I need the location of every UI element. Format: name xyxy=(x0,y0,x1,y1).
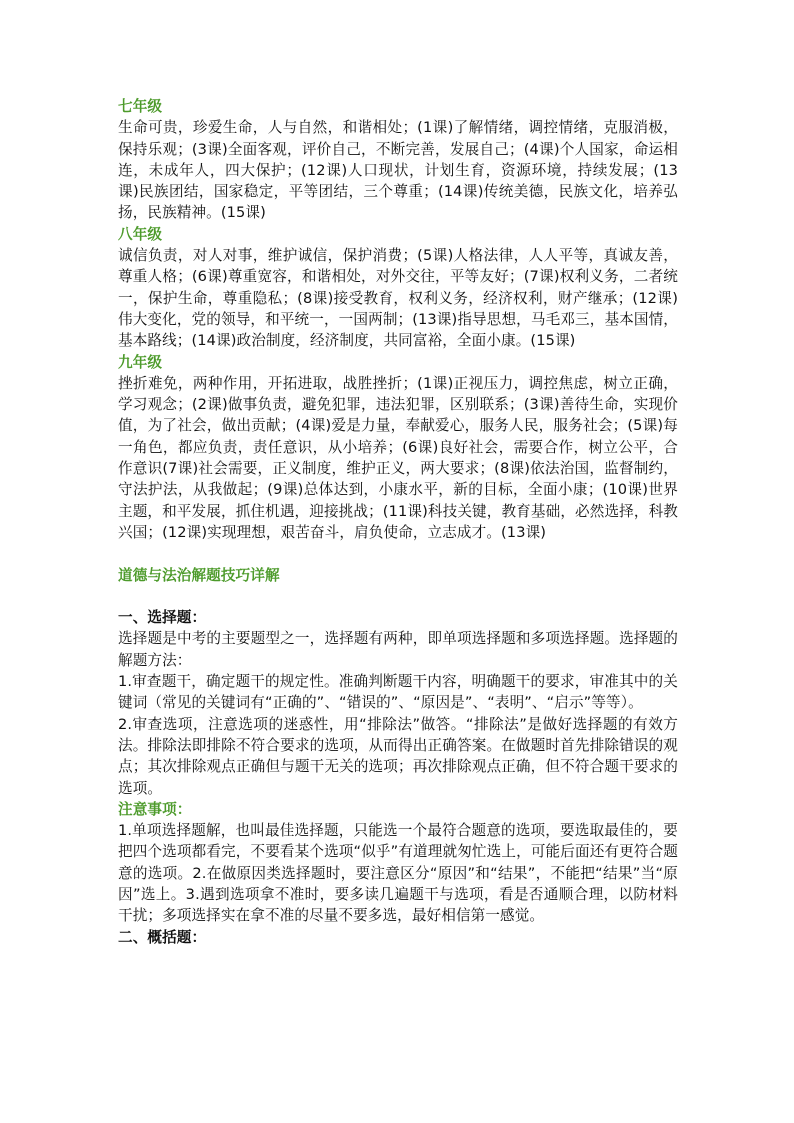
grade9-body: 挫折难免，两种作用，开拓进取，战胜挫折；(1课)正视压力，调控焦虑，树立正确，学习观念；(2课)做事负责，避免犯罪，违法犯罪，区别联系；(3课)善待生命，实现价值，为了社会，做出贡献；(4课)爱是力量，奉献爱心，服务人民，服务社会；(5课)每一角色，都应负责，责任意识，从小培养；(6课)良好社会，需要合作，树立公平，合作意识(7课)社会需要，正义制度，维护正义，两大要求；(8课)依法治国，监督制约，守法护法，从我做起；(9课)总体达到，小康水平，新的目标，全面小康；(10课)世界主题，和平发展，抓住机遇，迎接挑战；(11课)科技关键，教育基础，必然选择，科教兴国；(12课)实现理想，艰苦奋斗，肩负使命，立志成才。(13课) xyxy=(118,374,678,541)
notes-heading: 注意事项： xyxy=(118,800,192,818)
choice-heading: 一、选择题： xyxy=(118,609,207,627)
grade7-heading: 七年级 xyxy=(118,98,163,115)
grade8-heading: 八年级 xyxy=(118,225,163,243)
document-page xyxy=(118,96,678,948)
grade7-body: 生命可贵，珍爱生命，人与自然，和谐相处；(1课)了解情绪，调控情绪，克服消极，保持乐观；(3课)全面客观，评价自己，不断完善，发展自己；(4课)个人国家，命运相连，未成年人，四大保护；(12课)人口现状，计划生育，资源环境，持续发展；(13课)民族团结，国家稳定，平等团结，三个尊重；(14课)传统美德，民族文化，培养弘扬，民族精神。(15课) xyxy=(118,119,678,222)
summary-heading: 二、概括题： xyxy=(118,928,207,946)
notes-body: 1.单项选择题解，也叫最佳选择题，只能选一个最符合题意的选项，要选取最佳的，要把四个选项都看完，不要看某个选项“似乎”有道理就匆忙选上，可能后面还有更符合题意的选项。2.在做原因类选择题时，要注意区分“原因”和“结果”，不能把“结果”当“原因”选上。3.遇到选项拿不准时，要多读几遍题干与选项，看是否通顺合理，以防材料干扰；多项选择实在拿不准的尽量不要多选，最好相信第一感觉。 xyxy=(118,822,678,925)
section-title: 道德与法治解题技巧详解 xyxy=(118,566,280,584)
choice-step2: 2.审查选项，注意选项的迷惑性，用“排除法”做答。“排除法”是做好选择题的有效方法。排除法即排除不符合要求的选项，从而得出正确答案。在做题时首先排除错误的观点；其次排除观点正确但与题干无关的选项；再次排除观点正确，但不符合题干要求的选项。 xyxy=(118,715,678,797)
choice-intro: 选择题是中考的主要题型之一，选择题有两种，即单项选择题和多项选择题。选择题的解题方法： xyxy=(118,630,678,669)
grade9-heading: 九年级 xyxy=(118,353,163,371)
grade8-body: 诚信负责，对人对事，维护诚信，保护消费；(5课)人格法律，人人平等，真诚友善，尊重人格；(6课)尊重宽容，和谐相处，对外交往，平等友好；(7课)权利义务，二者统一，保护生命，尊重隐私；(8课)接受教育，权利义务，经济权利，财产继承；(12课)伟大变化，党的领导，和平统一，一国两制；(13课)指导思想，马毛邓三，基本国情，基本路线；(14课)政治制度，经济制度，共同富裕，全面小康。(15课) xyxy=(118,247,678,350)
choice-step1: 1.审查题干，确定题干的规定性。准确判断题干内容，明确题干的要求，审准其中的关键词（常见的关键词有“正确的”、“错误的”、“原因是”、“表明”、“启示”等等）。 xyxy=(118,673,678,712)
